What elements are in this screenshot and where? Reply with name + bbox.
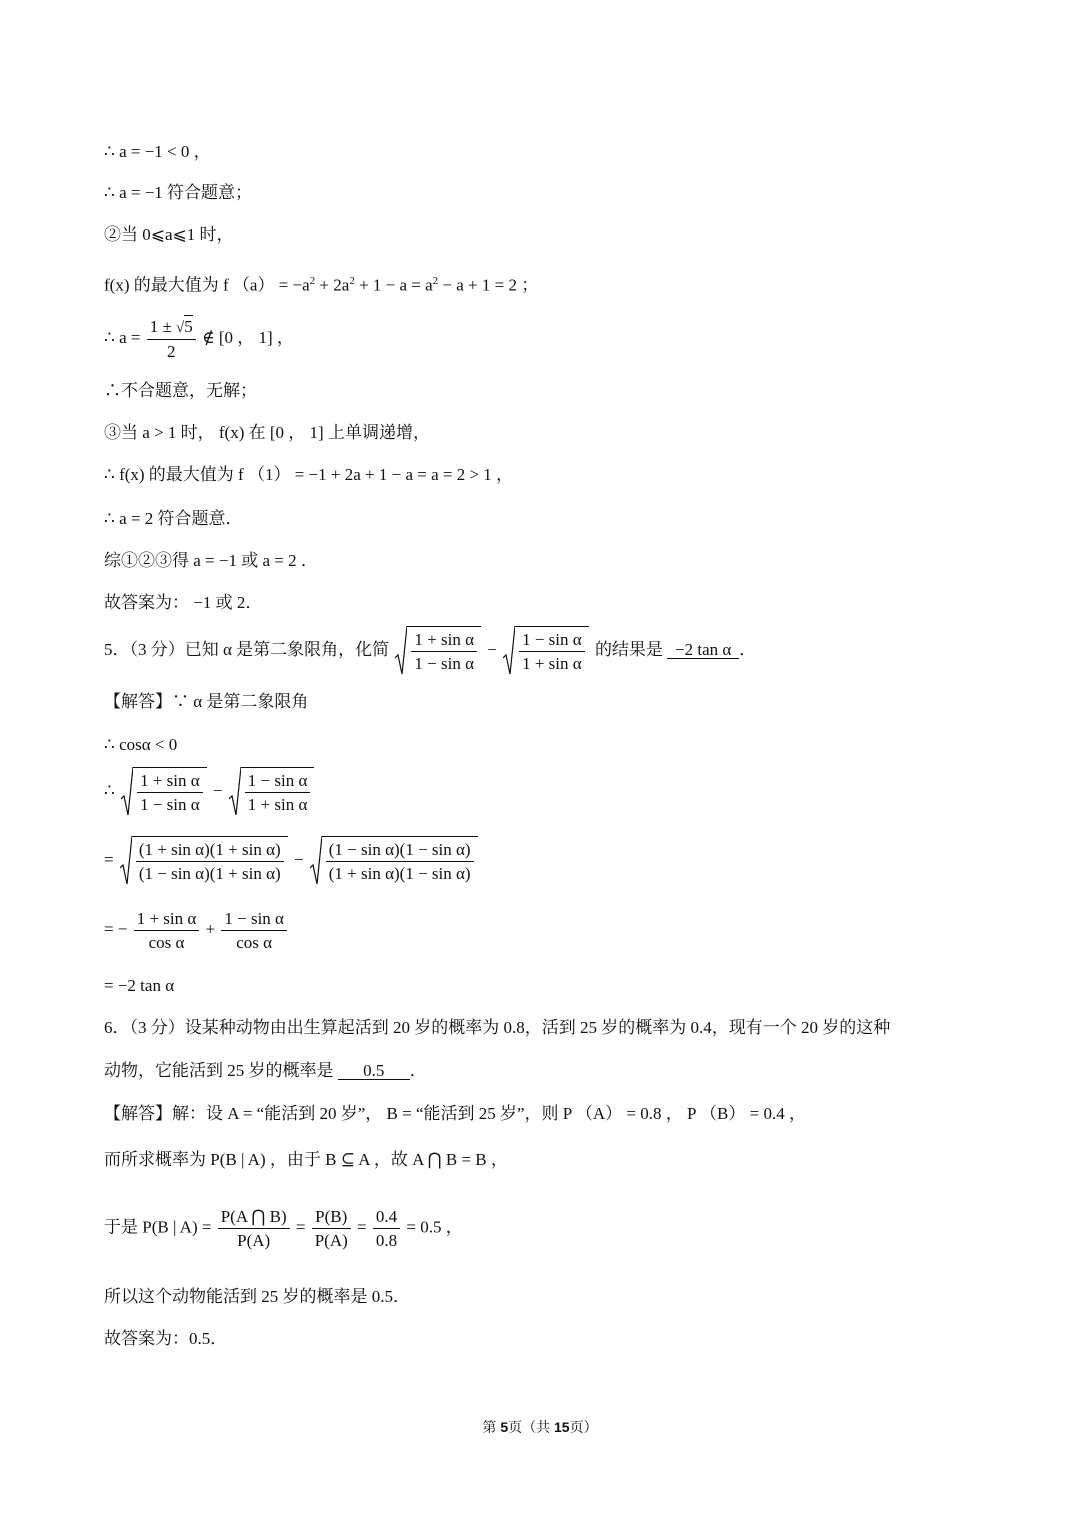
solution-line: 而所求概率为 P(B | A) ，由于 B ⊆ A ，故 A ⋂ B = B ，: [104, 1150, 508, 1169]
radical: [503, 626, 589, 676]
answer-blank: 0.5: [338, 1062, 410, 1080]
math-text: 1 + sin α: [134, 910, 200, 931]
solution-line: [104, 318, 294, 360]
solution-line: ∴ a = 2 符合题意．: [104, 509, 243, 528]
math-text: = 0.5 ，: [406, 1217, 463, 1237]
solution-line: 所以这个动物能活到 25 岁的概率是 0.5．: [104, 1287, 410, 1306]
radical: [310, 836, 478, 886]
math-text: 于是 P(B | A) =: [104, 1217, 212, 1237]
solution-line: f(x) 的最大值为 f $(a) = -a^2 + 2a^2 + 1 - a = a^2 - a + 1 = 2$ ；: [104, 275, 539, 295]
math-text: 0.8: [375, 1231, 398, 1250]
fraction: [218, 1208, 290, 1249]
math-text: P(A ⋂ B): [218, 1208, 290, 1229]
math-text: ∴ a =: [104, 327, 141, 347]
solution-line: ∴ f(x) 的最大值为 f （1） = −1 + 2a + 1 − a = a = 2 > 1 ，: [104, 465, 514, 484]
solution-line: ∴不合题意，无解；: [104, 381, 257, 400]
math-text: 1 ±: [149, 317, 177, 336]
page-footer: [0, 1417, 1080, 1437]
math-text: (1 − sin α)(1 − sin α): [326, 841, 474, 862]
fraction: [312, 1208, 351, 1249]
math-text: P(B): [312, 1208, 351, 1229]
solution-line: 故答案为： −1 或 2．: [104, 593, 263, 612]
fraction: [373, 1208, 400, 1249]
math-text: 2: [166, 342, 176, 361]
solution-line: [104, 767, 316, 817]
solution-line: [104, 836, 480, 886]
solution-line: ②当 0⩽a⩽1 时，: [104, 225, 234, 244]
math-text: −: [293, 849, 304, 869]
radical: [121, 767, 207, 817]
math-text: =: [357, 1217, 367, 1237]
math-text: (1 + sin α)(1 − sin α): [328, 864, 471, 883]
solution-line: ∴ a = −1 符合题意；: [104, 183, 253, 202]
solution-line: = −2 tan α: [104, 976, 175, 995]
math-text: cos α: [236, 933, 273, 952]
fraction: $\frac{1 \pm √5}{2}$: [147, 318, 196, 360]
radical: [229, 767, 315, 817]
answer-blank: −2 tan α: [667, 641, 739, 659]
footer-text: 页）: [569, 1419, 598, 1435]
math-text: 1 − sin α: [140, 795, 200, 814]
math-text: =: [295, 1217, 306, 1237]
solution-line: 【解答】∵ α 是第二象限角: [104, 692, 309, 711]
math-text: 1 − sin α: [414, 654, 474, 673]
math-text: 1 − sin α: [221, 910, 287, 931]
math-text: 1 + sin α: [137, 772, 203, 793]
solution-line: 故答案为：0.5．: [104, 1329, 228, 1348]
radicand: 5: [184, 317, 193, 336]
question-text: ．: [409, 1061, 427, 1080]
fraction: [221, 910, 287, 951]
page-number: 5: [500, 1419, 509, 1435]
radical: [395, 626, 481, 676]
math-text: 1 + sin α: [522, 654, 582, 673]
math-text: = −: [104, 919, 128, 939]
solution-line: ③当 a > 1 时， f(x) 在 [0 ， 1] 上单调递增，: [104, 423, 430, 442]
footer-text: 第: [482, 1419, 501, 1435]
solution-line: 【解答】解：设 A = “能活到 20 岁”， B = “能活到 25 岁”，则 P （A） = 0.8 ， P （B） = 0.4 ，: [104, 1104, 806, 1123]
math-text: P(A): [237, 1231, 271, 1250]
question-text: 动物，它能活到 25 岁的概率是: [104, 1061, 334, 1080]
question-text: 的结果是: [594, 639, 663, 659]
solution-line: ∴ cosα < 0: [104, 735, 178, 754]
math-text: + 2a: [315, 275, 350, 295]
question-6: [104, 1062, 427, 1080]
math-text: P(A): [314, 1231, 348, 1250]
solution-line: [104, 1208, 463, 1249]
math-text: +: [205, 919, 216, 939]
math-text: ∉ [0 ， 1] ，: [202, 327, 294, 347]
footer-text: 页（共: [508, 1419, 554, 1435]
math-text: ∴: [104, 780, 115, 800]
fraction: [134, 910, 200, 951]
math-text: 1 + sin α: [247, 795, 308, 814]
math-text: −: [487, 639, 497, 659]
solution-line: ∴ a = −1 < 0 ，: [104, 142, 211, 161]
math-text: 0.4: [373, 1208, 400, 1229]
math-text: + 1 − a = a: [354, 275, 433, 295]
math-text: 1 − sin α: [519, 631, 585, 652]
math-text: (1 + sin α)(1 + sin α): [136, 841, 284, 862]
question-5: [104, 626, 756, 676]
radical: [120, 836, 288, 886]
math-text: −: [212, 780, 223, 800]
question-text: ．: [739, 639, 757, 659]
solution-line: [104, 910, 289, 951]
math-text: =: [104, 849, 114, 869]
math-text: 1 − sin α: [245, 772, 311, 793]
question-6: 6．（3 分）设某种动物由出生算起活到 20 岁的概率为 0.8，活到 25 岁的概率为 0.4，现有一个 20 岁的这种: [104, 1018, 891, 1037]
solution-line: 综①②③得 a = −1 或 a = 2 ．: [104, 551, 318, 570]
math-text: − a + 1 = 2 ；: [438, 275, 539, 295]
math-text: (1 − sin α)(1 + sin α): [138, 864, 281, 883]
math-text: f(x) 的最大值为 f （a） = −a: [104, 275, 310, 295]
page-total: 15: [554, 1419, 570, 1435]
math-text: 1 + sin α: [411, 631, 477, 652]
question-text: 5．（3 分）已知 α 是第二象限角，化简: [104, 639, 390, 659]
math-text: cos α: [148, 933, 185, 952]
